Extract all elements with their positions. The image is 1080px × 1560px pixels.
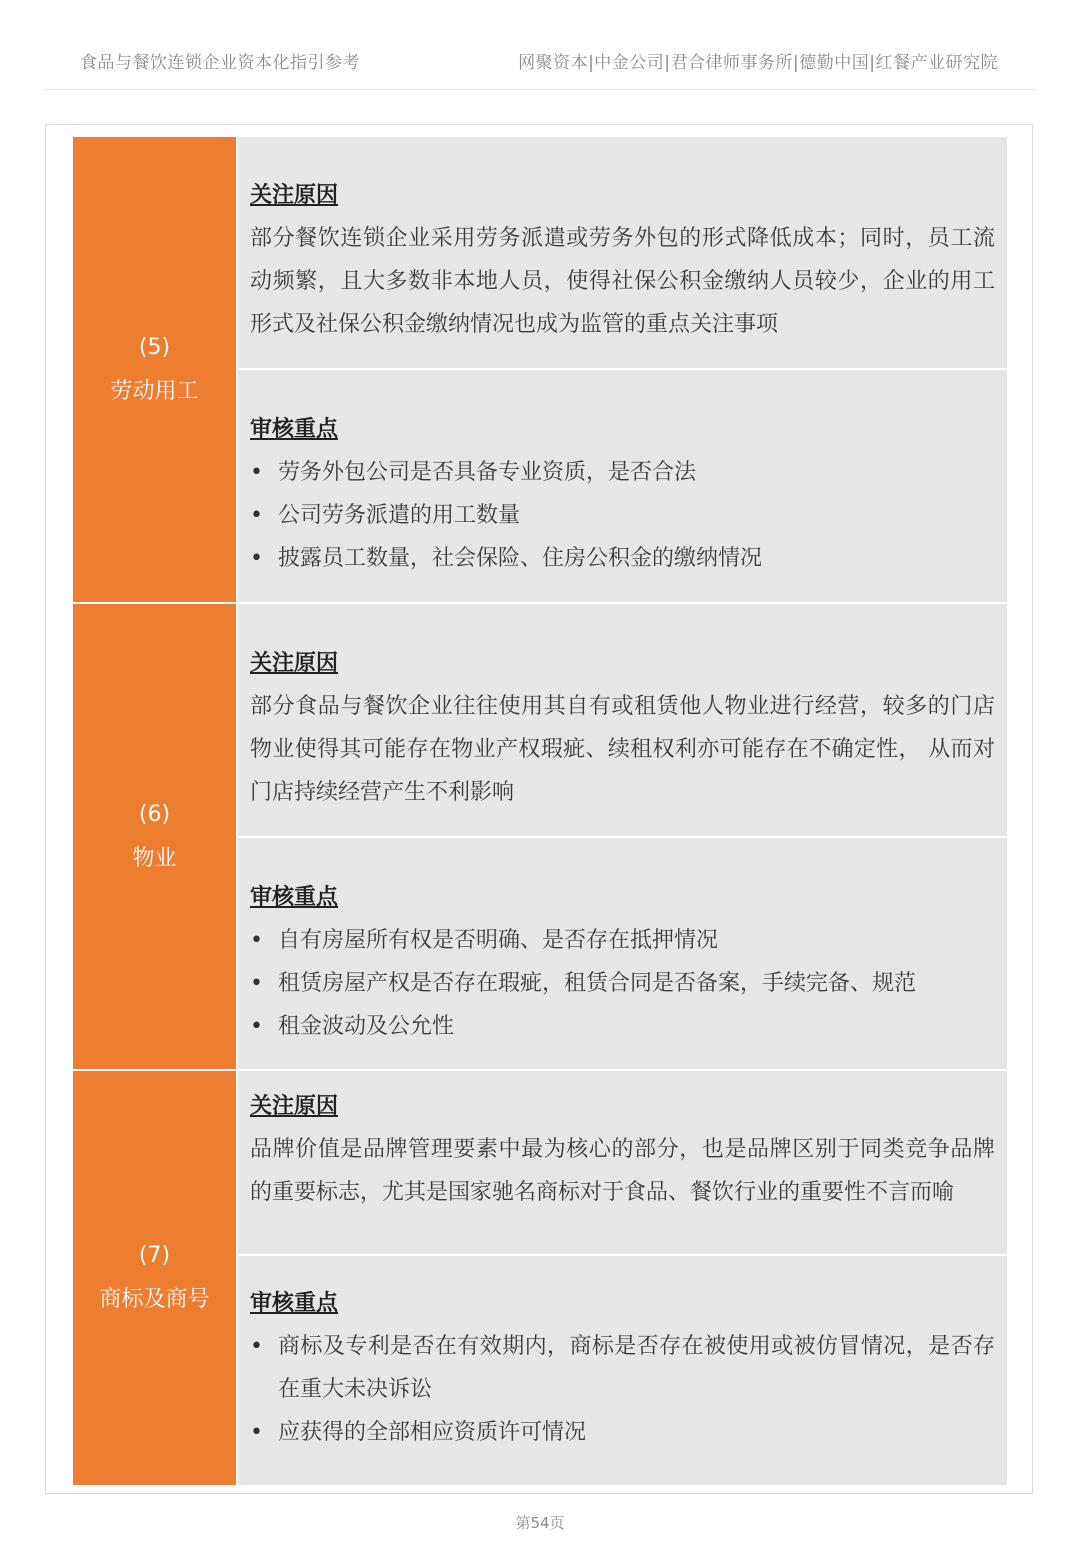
row-number: (6) [138,801,171,827]
row-label [73,1071,236,1485]
list-item: • 租金波动及公允性 [250,1005,995,1048]
row-name: 商标及商号 [99,1287,210,1312]
table-row-labor [73,137,1007,604]
row-cells [238,1071,1007,1485]
reason-cell [238,604,1007,836]
table-row-property [73,604,1007,1071]
reason-text: 部分食品与餐饮企业往往使用其自有或租赁他人物业进行经营，较多的门店物业使得其可能存在物业产权瑕疵、续租权利亦可能存在不确定性， 从而对门店持续经营产生不利影响 [250,694,995,805]
row-cells [238,604,1007,1069]
review-table [73,137,1007,1485]
reason-title: 关注原因 [250,1094,339,1119]
list-item: • 应获得的全部相应资质许可情况 [250,1411,995,1454]
review-list [250,1325,995,1454]
review-title: 审核重点 [250,417,339,442]
reason-title: 关注原因 [250,651,339,676]
list-item: • 公司劳务派遣的用工数量 [250,494,995,537]
list-item: • 自有房屋所有权是否明确、是否存在抵押情况 [250,919,995,962]
list-item: • 租赁房屋产权是否存在瑕疵，租赁合同是否备案，手续完备、规范 [250,962,995,1005]
header-left-title: 食品与餐饮连锁企业资本化指引参考 [80,53,360,73]
list-item: • 商标及专利是否在有效期内，商标是否存在被使用或被仿冒情况，是否存在重大未决诉讼 [250,1325,995,1411]
reason-text: 部分餐饮连锁企业采用劳务派遣或劳务外包的形式降低成本；同时，员工流动频繁，且大多数非本地人员，使得社保公积金缴纳人员较少，企业的用工形式及社保公积金缴纳情况也成为监管的重点关注事项 [250,226,995,337]
reason-cell [238,1071,1007,1254]
review-list [250,919,995,1048]
table-row-trademark [73,1071,1007,1485]
list-item: • 劳务外包公司是否具备专业资质，是否合法 [250,451,995,494]
row-label [73,604,236,1069]
review-cell [238,1254,1007,1485]
header-divider [45,89,1035,90]
row-cells [238,137,1007,602]
row-name: 劳动用工 [110,378,199,404]
row-name: 物业 [132,845,177,871]
reason-cell [238,137,1007,368]
header-right-sources: 网聚资本|中金公司|君合律师事务所|德勤中国|红餐产业研究院 [518,53,998,73]
review-cell [238,368,1007,602]
reason-text: 品牌价值是品牌管理要素中最为核心的部分，也是品牌区别于同类竞争品牌的重要标志，尤其是国家驰名商标对于食品、餐饮行业的重要性不言而喻 [250,1137,995,1205]
row-number: (7) [138,1243,171,1268]
reason-title: 关注原因 [250,183,339,208]
page-number: 第54页 [515,1514,565,1532]
review-list [250,451,995,580]
row-label [73,137,236,602]
list-item: • 披露员工数量，社会保险、住房公积金的缴纳情况 [250,537,995,580]
review-title: 审核重点 [250,1291,339,1316]
review-cell [238,836,1007,1069]
row-number: (5) [138,334,171,360]
review-title: 审核重点 [250,885,339,910]
